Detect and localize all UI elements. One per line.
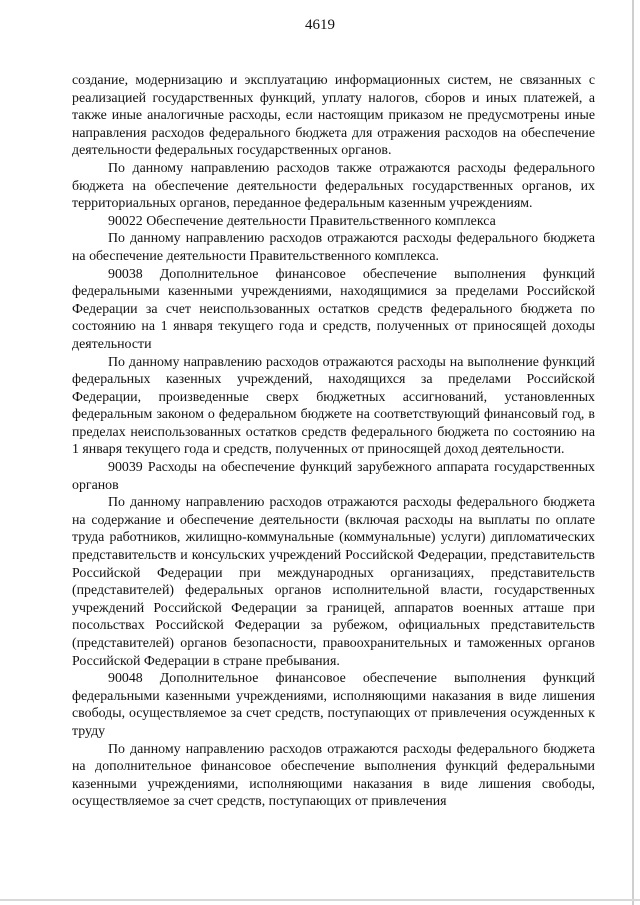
page-number: 4619	[305, 17, 335, 33]
section-heading-90039: 90039 Расходы на обеспечение функций зарубежного аппарата государственных органов	[72, 460, 595, 493]
scan-edge-right	[632, 0, 634, 905]
document-body	[72, 72, 595, 811]
section-heading-90038: 90038 Дополнительное финансовое обеспечение выполнения функций федеральными казенными учреждениями, находящимися за пределами Российской Федерации за счет неиспользованных остатков средств федерального бюджета по состоянию на 1 января текущего года и средств, полученных от приносящей доходы деятельности	[72, 266, 595, 352]
section-heading-90022: 90022 Обеспечение деятельности Правительственного комплекса	[108, 213, 496, 229]
paragraph: По данному направлению расходов отражаются расходы федерального бюджета на содержание и обеспечение деятельности (включая расходы на выплаты по оплате труда работников, жилищно-коммунальные (коммунальные) услуги) дипломатических представительств и консульских учреждений Российской Федерации, представительств Российской Федерации при международных организациях, представительств (представителей) федеральных органов исполнительной власти, государственных учреждений Российской Федерации за границей, аппаратов военных атташе при посольствах Российской Федерации за рубежом, официальных представительств (представителей) органов безопасности, правоохранительных и таможенных органов Российской Федерации в стране пребывания.	[72, 495, 595, 669]
paragraph: По данному направлению расходов отражаются расходы федерального бюджета на обеспечение деятельности Правительственного комплекса.	[72, 231, 595, 264]
paragraph: По данному направлению расходов отражаются расходы федерального бюджета на дополнительное финансовое обеспечение выполнения функций федеральными казенными учреждениями, исполняющими наказания в виде лишения свободы, осуществляемое за счет средств, поступающих от привлечения	[72, 741, 595, 810]
scan-edge-bottom	[0, 899, 640, 901]
paragraph: По данному направлению расходов отражаются расходы на выполнение функций федеральных казенных учреждений, находящихся за пределами Российской Федерации, произведенные сверх бюджетных ассигнований, установленных федеральным законом о федеральном бюджете на соответствующий финансовый год, в пределах неиспользованных остатков средств федерального бюджета по состоянию на 1 января текущего года и средств, полученных от приносящей доход деятельности.	[72, 354, 595, 458]
paragraph: По данному направлению расходов также отражаются расходы федерального бюджета на обеспечение деятельности федеральных государственных органов, их территориальных органов, переданное федеральным казенным учреждениям.	[72, 160, 595, 212]
paragraph-continuation: создание, модернизацию и эксплуатацию информационных систем, не связанных с реализацией государственных функций, уплату налогов, сборов и иных платежей, а также иные аналогичные расходы, если настоящим приказом не предусмотрены иные направления расходов федерального бюджета для отражения расходов на обеспечение деятельности федеральных государственных органов.	[72, 73, 595, 159]
section-heading-90048: 90048 Дополнительное финансовое обеспечение выполнения функций федеральными казенными учреждениями, исполняющими наказания в виде лишения свободы, осуществляемое за счет средств, поступающих от привлечения осужденных к труду	[72, 671, 595, 739]
